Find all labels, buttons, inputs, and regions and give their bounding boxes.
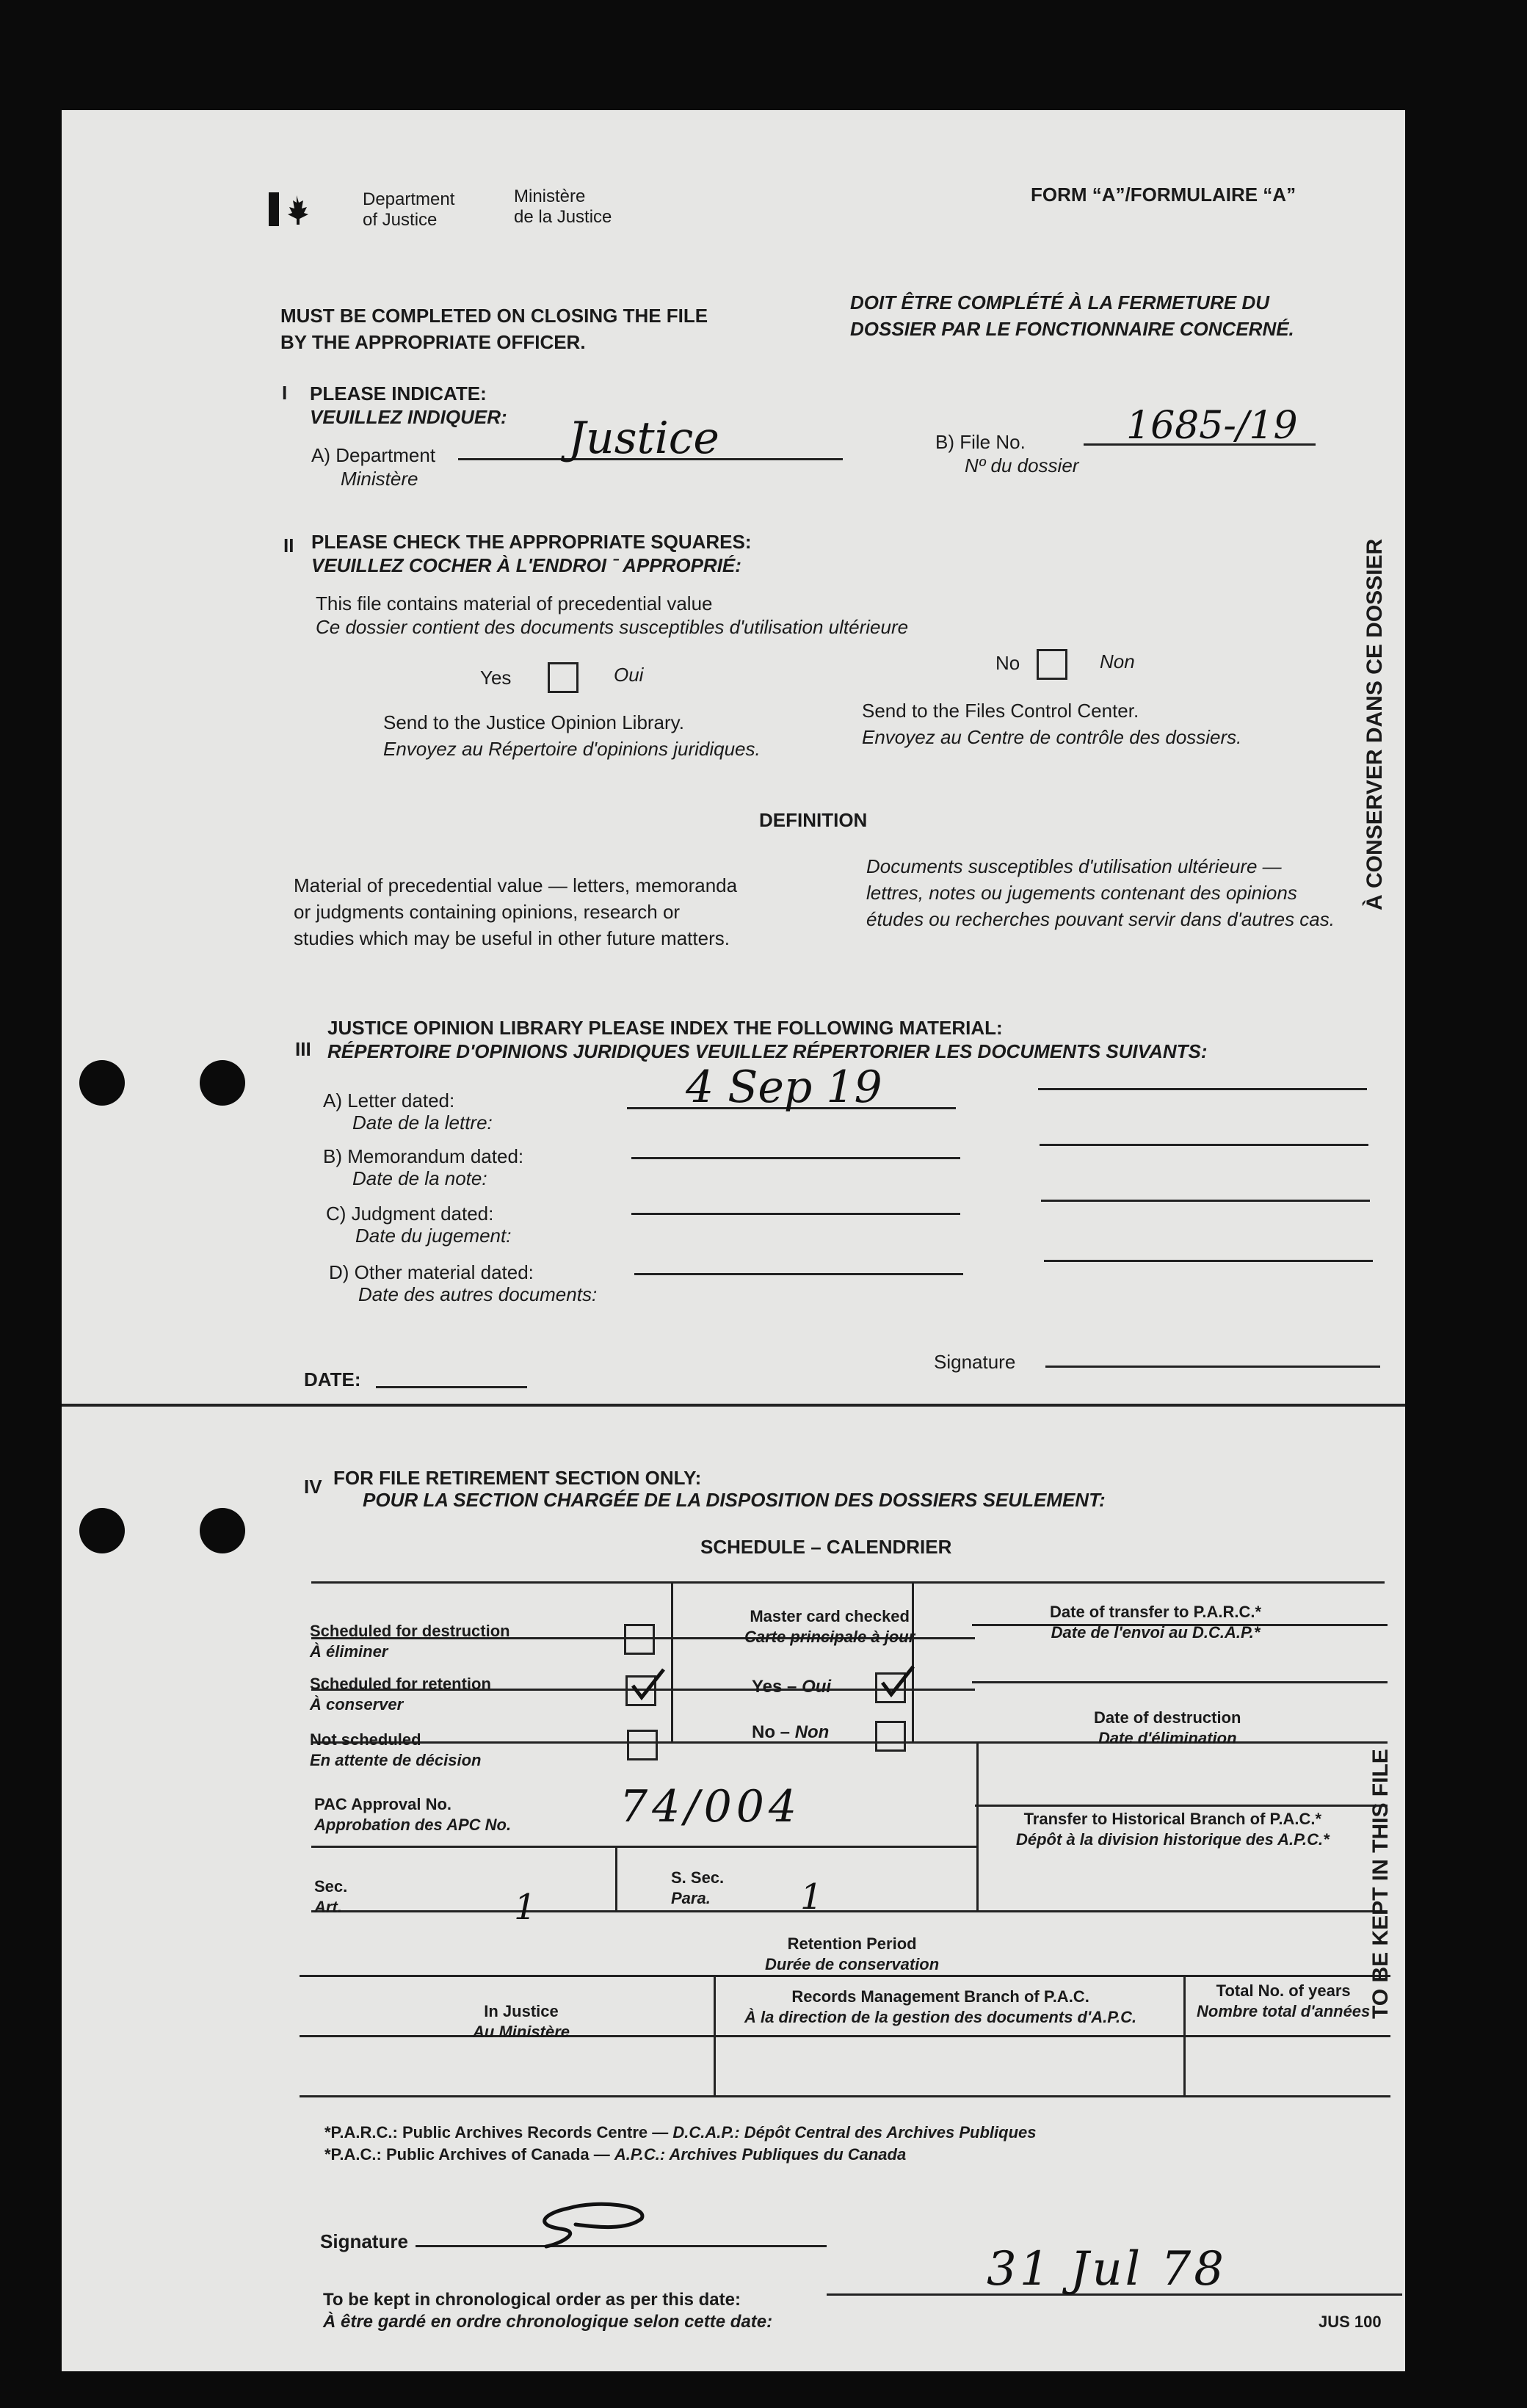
pac-approval-value[interactable]: 74/004 xyxy=(620,1781,802,1832)
department-name-fr: Ministère de la Justice xyxy=(514,186,612,227)
not-scheduled-label: Not scheduled En attente de décision xyxy=(310,1730,482,1769)
letter-date-value[interactable]: 4 Sep 19 xyxy=(686,1062,882,1113)
definition-en: Material of precedential value — letters, memoranda or judgments containing opinions, research or studies which may be useful in other future matters. xyxy=(294,874,738,949)
ssec-label: S. Sec. Para. xyxy=(671,1868,725,1907)
letter-date-line-2 xyxy=(1038,1088,1367,1090)
definition-fr: Documents susceptibles d'utilisation ultérieure — lettres, notes ou jugements contenant des opinions études ou recherches pouvant servir dans d'autres cas. xyxy=(866,855,1335,930)
in-justice-header: In Justice Au Ministère xyxy=(473,2002,570,2041)
intro-en: MUST BE COMPLETED ON CLOSING THE FILE BY THE APPROPRIATE OFFICER. xyxy=(280,305,708,353)
section4-numeral: IV xyxy=(304,1476,322,1498)
records-management-header: Records Management Branch of P.A.C. À la direction de la gestion des documents d'A.P.C. xyxy=(744,1987,1137,2026)
section-divider xyxy=(62,1404,1405,1407)
destruction-label: Scheduled for destruction À éliminer xyxy=(310,1622,510,1661)
master-yes-check-icon xyxy=(877,1661,918,1700)
section2-description: This file contains material of precedential value Ce dossier contient des documents susceptibles d'utilisation ultérieure xyxy=(316,592,909,638)
section4-heading: FOR FILE RETIREMENT SECTION ONLY: POUR LA SECTION CHARGÉE DE LA DISPOSITION DES DOSSIERS SEULEMENT: xyxy=(333,1467,1106,1511)
send-library-text: Send to the Justice Opinion Library. Envoyez au Répertoire d'opinions juridiques. xyxy=(383,711,761,760)
table-vline xyxy=(615,1846,617,1910)
section3-numeral: III xyxy=(295,1038,311,1060)
sec-label: Sec. Art. xyxy=(314,1877,348,1916)
section1-heading: PLEASE INDICATE: VEUILLEZ INDIQUER: xyxy=(310,382,507,428)
retention-label: Scheduled for retention À conserver xyxy=(310,1675,491,1713)
department-label: A) Department Ministère xyxy=(311,444,436,490)
table-line xyxy=(300,1975,1390,1977)
pac-approval-label: PAC Approval No. Approbation des APC No. xyxy=(314,1795,512,1834)
table-vline xyxy=(671,1581,673,1741)
letter-dated-label: A) Letter dated: Date de la lettre: xyxy=(323,1089,493,1134)
historical-transfer-label: Transfer to Historical Branch of P.A.C.* Dépôt à la division historique des A.P.C.* xyxy=(1016,1810,1330,1849)
section3-signature-line[interactable] xyxy=(1045,1366,1380,1368)
footnote-parc: *P.A.R.C.: Public Archives Records Centre — D.C.A.P.: Dépôt Central des Archives Publiques xyxy=(324,2123,1037,2142)
other-material-dated-label: D) Other material dated: Date des autres documents: xyxy=(329,1261,598,1305)
side-text-bottom: TO BE KEPT IN THIS FILE xyxy=(1368,1749,1393,2019)
retention-period-title: Retention Period Durée de conservation xyxy=(765,1934,940,1973)
file-no-label: B) File No. Nº du dossier xyxy=(935,431,1079,476)
date-label: DATE: xyxy=(304,1368,361,1390)
punch-hole xyxy=(200,1060,245,1106)
side-text-top: À CONSERVER DANS CE DOSSIER xyxy=(1363,538,1387,910)
section2-numeral: II xyxy=(283,534,294,556)
memorandum-date-line[interactable] xyxy=(631,1157,960,1159)
department-name-en: Department of Justice xyxy=(363,189,455,230)
section3-signature-label: Signature xyxy=(934,1351,1016,1373)
yes-label: Yes xyxy=(480,667,512,689)
schedule-title: SCHEDULE – CALENDRIER xyxy=(700,1536,952,1558)
total-years-header: Total No. of years Nombre total d'années xyxy=(1197,1981,1371,2020)
table-line xyxy=(311,1910,1388,1912)
other-material-date-line[interactable] xyxy=(634,1273,963,1275)
footnote-pac: *P.A.C.: Public Archives of Canada — A.P.C.: Archives Publiques du Canada xyxy=(324,2145,907,2164)
master-no-label: No – Non xyxy=(752,1722,830,1742)
table-line xyxy=(311,1581,1385,1584)
handwritten-signature-icon xyxy=(517,2192,678,2258)
transfer-date-label: Date of transfer to P.A.R.C.* Date de l'envoi au D.C.A.P.* xyxy=(1050,1603,1262,1642)
form-title: FORM “A”/FORMULAIRE “A” xyxy=(1031,184,1296,206)
sec-value[interactable]: 1 xyxy=(514,1887,537,1928)
punch-hole xyxy=(200,1508,245,1553)
memorandum-date-line-2[interactable] xyxy=(1040,1144,1368,1146)
no-label: No xyxy=(995,652,1020,674)
master-yes-label: Yes – Oui xyxy=(752,1677,832,1697)
oui-label: Oui xyxy=(614,664,644,686)
table-line xyxy=(300,2095,1390,2097)
punch-hole xyxy=(79,1508,125,1553)
date-line[interactable] xyxy=(376,1386,527,1388)
table-line xyxy=(972,1681,1388,1683)
table-line xyxy=(975,1805,1388,1807)
table-line xyxy=(300,2035,1390,2037)
section2-heading: PLEASE CHECK THE APPROPRIATE SQUARES: VEUILLEZ COCHER À L'ENDROI ˉ APPROPRIÉ: xyxy=(311,531,752,576)
judgment-date-line[interactable] xyxy=(631,1213,960,1215)
file-no-value[interactable]: 1685-/19 xyxy=(1126,404,1298,448)
yes-checkbox[interactable] xyxy=(548,662,578,693)
send-files-text: Send to the Files Control Center. Envoyez au Centre de contrôle des dossiers. xyxy=(862,700,1242,748)
section1-numeral: I xyxy=(282,382,288,404)
section4-signature-label: Signature xyxy=(320,2230,408,2252)
section3-heading: JUSTICE OPINION LIBRARY PLEASE INDEX THE FOLLOWING MATERIAL: RÉPERTOIRE D'OPINIONS JURIDIQUES VEUILLEZ RÉPERTORIER LES DOCUMENTS SUIVANTS: xyxy=(327,1017,1208,1062)
not-scheduled-checkbox[interactable] xyxy=(627,1730,658,1760)
ssec-value[interactable]: 1 xyxy=(800,1876,823,1918)
canada-flag-icon xyxy=(269,192,313,226)
chronological-order-label: To be kept in chronological order as per this date: À être gardé en ordre chronologique selon cette date: xyxy=(323,2290,773,2332)
retention-check-icon xyxy=(627,1664,668,1703)
department-value[interactable]: Justice xyxy=(568,413,719,464)
table-vline xyxy=(1183,1975,1186,2095)
master-no-checkbox[interactable] xyxy=(875,1721,906,1752)
punch-hole xyxy=(79,1060,125,1106)
intro-fr: DOIT ÊTRE COMPLÉTÉ À LA FERMETURE DU DOSSIER PAR LE FONCTIONNAIRE CONCERNÉ. xyxy=(850,291,1294,340)
form-code: JUS 100 xyxy=(1319,2313,1382,2331)
non-label: Non xyxy=(1100,650,1135,672)
table-vline xyxy=(714,1975,716,2095)
judgment-date-line-2[interactable] xyxy=(1041,1200,1370,1202)
judgment-dated-label: C) Judgment dated: Date du jugement: xyxy=(326,1203,512,1247)
chronological-date-value[interactable]: 31 Jul 78 xyxy=(987,2242,1227,2296)
other-material-date-line-2[interactable] xyxy=(1044,1260,1373,1262)
memorandum-dated-label: B) Memorandum dated: Date de la note: xyxy=(323,1145,524,1189)
table-vline xyxy=(976,1741,979,1910)
destruction-checkbox[interactable] xyxy=(624,1624,655,1655)
destruction-date-label: Date of destruction Date d'élimination xyxy=(1094,1708,1241,1747)
definition-title: DEFINITION xyxy=(759,809,868,831)
table-line xyxy=(311,1846,978,1848)
form-paper xyxy=(62,110,1405,2371)
no-checkbox[interactable] xyxy=(1037,649,1067,680)
master-card-label: Master card checked Carte principale à jour xyxy=(744,1607,915,1646)
